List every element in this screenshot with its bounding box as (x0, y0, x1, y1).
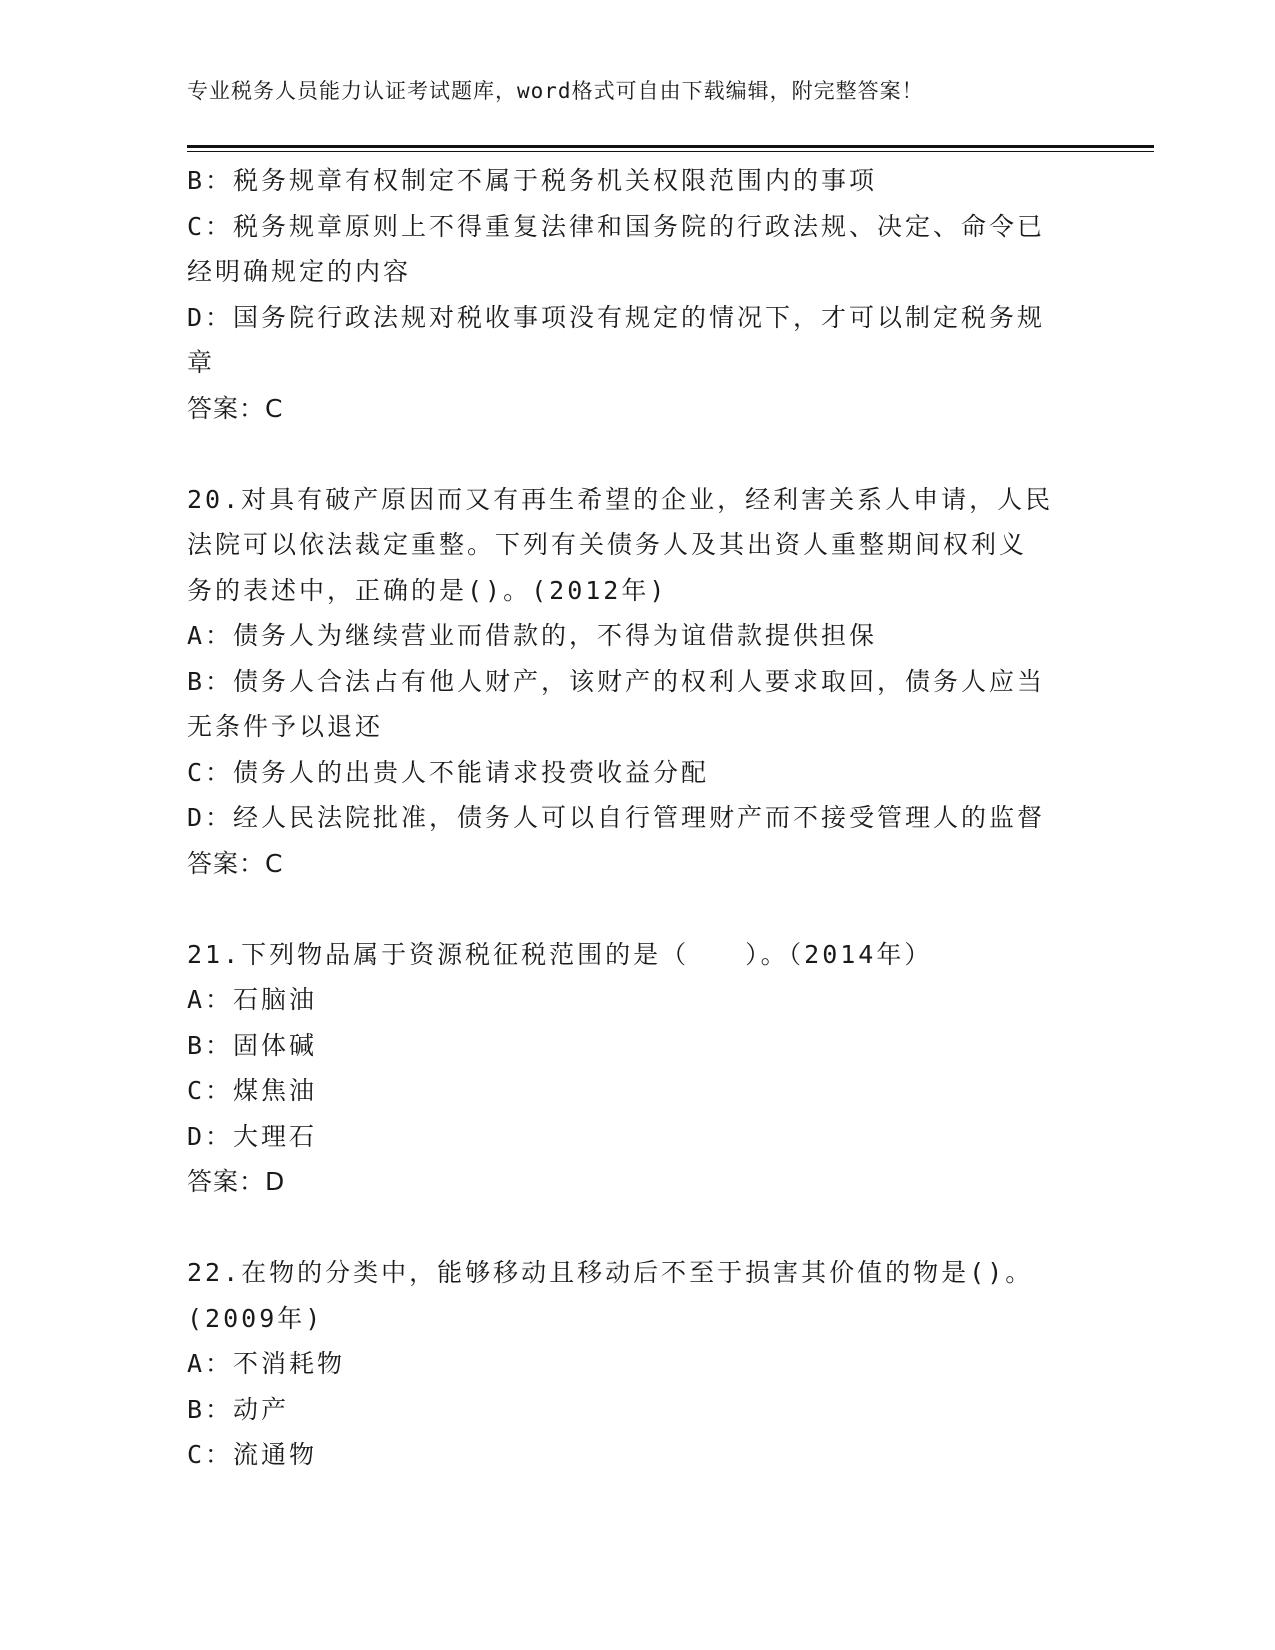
option-line: C：流通物 (187, 1440, 318, 1469)
question-text-line: 法院可以依法裁定重整。下列有关债务人及其出资人重整期间权利义 (187, 530, 1028, 559)
question-text-line: 20.对具有破产原因而又有再生希望的企业，经利害关系人申请，人民 (187, 484, 1054, 514)
option-line: A：不消耗物 (187, 1349, 346, 1378)
header-rule-thin (187, 151, 1154, 152)
option-line: A：石脑油 (187, 985, 318, 1014)
page-header: 专业税务人员能力认证考试题库，word格式可自由下载编辑，附完整答案！ (187, 79, 924, 103)
answer-line: 答案：D (187, 1167, 286, 1196)
text-line: 章 (187, 348, 216, 377)
question-text-line: (2009年) (187, 1303, 324, 1333)
block-spacer (187, 886, 1087, 932)
question-block-22 (187, 1250, 1087, 1478)
option-line: C：煤焦油 (187, 1076, 318, 1105)
option-line: C：债务人的出贵人不能请求投赍收益分配 (187, 757, 710, 787)
text-line: C：税务规章原则上不得重复法律和国务院的行政法规、决定、命令已 (187, 211, 1046, 241)
answer-line: 答案：C (187, 393, 284, 423)
option-line: B：动产 (187, 1394, 290, 1424)
question-text-line: 21.下列物品属于资源税征税范围的是（ ）。（2014年） (187, 939, 933, 969)
option-line: A：债务人为继续营业而借款的，不得为谊借款提供担保 (187, 621, 878, 650)
text-line: D：国务院行政法规对税收事项没有规定的情况下，才可以制定税务规 (187, 302, 1046, 332)
document-body (187, 158, 1087, 1478)
question-block-21 (187, 932, 1087, 1205)
option-line: B：债务人合法占有他人财产，该财产的权利人要求取回，债务人应当 (187, 666, 1046, 696)
header-rule-thick (187, 145, 1154, 148)
block-spacer (187, 431, 1087, 477)
question-block-20 (187, 477, 1087, 887)
option-line: D：大理石 (187, 1121, 318, 1151)
question-block-continued (187, 158, 1087, 431)
option-line: D：经人民法院批准，债务人可以自行管理财产而不接受管理人的监督 (187, 803, 1046, 832)
question-text-line: 22.在物的分类中，能够移动且移动后不至于损害其价值的物是()。 (187, 1258, 1034, 1287)
block-spacer (187, 1205, 1087, 1251)
text-line: B：税务规章有权制定不属于税务机关权限范围内的事项 (187, 166, 878, 195)
option-line: B：固体碱 (187, 1030, 318, 1060)
text-line: 经明确规定的内容 (187, 257, 412, 286)
option-line: 无条件予以退还 (187, 712, 384, 741)
answer-line: 答案：C (187, 848, 284, 878)
question-text-line: 务的表述中，正确的是()。(2012年) (187, 575, 668, 605)
